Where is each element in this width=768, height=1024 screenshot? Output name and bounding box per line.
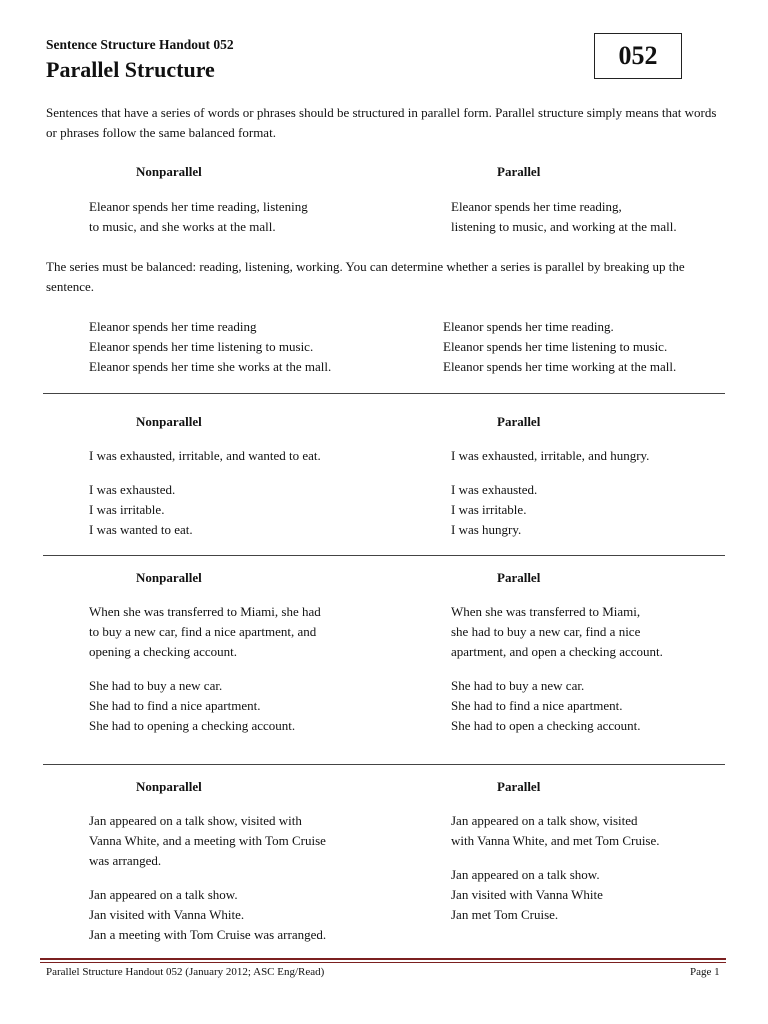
example3-breakdown-parallel: [451, 676, 641, 736]
parallel-heading: Parallel: [497, 779, 541, 794]
sentence-line: apartment, and open a checking account.: [451, 644, 663, 659]
sentence-line: to music, and she works at the mall.: [89, 219, 276, 234]
sentence-line: opening a checking account.: [89, 644, 237, 659]
breakdown1-parallel: [443, 317, 676, 377]
example2-breakdown-parallel: [451, 480, 537, 540]
sentence-line: to buy a new car, find a nice apartment, and: [89, 624, 317, 639]
sentence-line: I was irritable.: [451, 502, 527, 517]
sentence-line: Vanna White, and a meeting with Tom Cruise: [89, 833, 326, 848]
sentence-line: I was wanted to eat.: [89, 522, 193, 537]
sentence-line: Eleanor spends her time reading: [89, 319, 257, 334]
explanation-paragraph: The series must be balanced: reading, listening, working. You can determine whether a series is parallel by breaking up the sentence.: [46, 259, 685, 294]
sentence-line: Eleanor spends her time reading,: [451, 199, 622, 214]
sentence-line: Jan appeared on a talk show.: [89, 887, 238, 902]
parallel-heading: Parallel: [497, 570, 541, 585]
sentence-line: Eleanor spends her time working at the mall.: [443, 359, 677, 374]
sentence-line: She had to open a checking account.: [451, 718, 641, 733]
page-title: Parallel Structure: [46, 57, 215, 82]
sentence-line: I was exhausted, irritable, and hungry.: [451, 448, 650, 463]
sentence-line: Jan visited with Vanna White: [451, 887, 603, 902]
sentence-line: Eleanor spends her time reading, listening: [89, 199, 308, 214]
example2-breakdown-nonparallel: [89, 480, 193, 540]
example4-parallel: [451, 811, 660, 851]
example4-nonparallel: [89, 811, 326, 871]
example4-breakdown-nonparallel: [89, 885, 326, 945]
sentence-line: I was irritable.: [89, 502, 165, 517]
sentence-line: she had to buy a new car, find a nice: [451, 624, 641, 639]
example3-parallel: [451, 602, 663, 662]
sentence-line: with Vanna White, and met Tom Cruise.: [451, 833, 660, 848]
sentence-line: She had to buy a new car.: [89, 678, 223, 693]
sentence-line: Eleanor spends her time listening to music.: [89, 339, 314, 354]
sentence-line: was arranged.: [89, 853, 162, 868]
nonparallel-heading: Nonparallel: [136, 570, 202, 585]
nonparallel-heading: Nonparallel: [136, 414, 202, 429]
intro-paragraph: Sentences that have a series of words or phrases should be structured in parallel form. Parallel structure simply means that words or phrases follow the same balanced format.: [46, 105, 717, 140]
section-divider: [43, 764, 725, 765]
sentence-line: She had to buy a new car.: [451, 678, 585, 693]
sentence-line: When she was transferred to Miami,: [451, 604, 641, 619]
example3-nonparallel: [89, 602, 321, 662]
footer-rule: [40, 958, 726, 960]
sentence-line: Jan appeared on a talk show, visited with: [89, 813, 302, 828]
sentence-line: She had to opening a checking account.: [89, 718, 296, 733]
sentence-line: She had to find a nice apartment.: [89, 698, 261, 713]
sentence-line: listening to music, and working at the mall.: [451, 219, 677, 234]
section-divider: [43, 393, 725, 394]
example1-parallel: [451, 197, 677, 237]
sentence-line: Jan appeared on a talk show, visited: [451, 813, 638, 828]
example4-breakdown-parallel: [451, 865, 603, 925]
footer-rule: [40, 962, 726, 963]
sentence-line: Eleanor spends her time listening to music.: [443, 339, 668, 354]
example3-breakdown-nonparallel: [89, 676, 295, 736]
breakdown1-nonparallel: [89, 317, 331, 377]
example2-parallel: [451, 446, 649, 466]
sentence-line: Jan met Tom Cruise.: [451, 907, 559, 922]
parallel-heading: Parallel: [497, 414, 541, 429]
sentence-line: Jan visited with Vanna White.: [89, 907, 245, 922]
section-divider: [43, 555, 725, 556]
sentence-line: Eleanor spends her time she works at the mall.: [89, 359, 332, 374]
example1-nonparallel: [89, 197, 308, 237]
parallel-heading: Parallel: [497, 164, 541, 179]
nonparallel-heading: Nonparallel: [136, 779, 202, 794]
sentence-line: I was exhausted.: [89, 482, 176, 497]
sentence-line: She had to find a nice apartment.: [451, 698, 623, 713]
sentence-line: I was exhausted, irritable, and wanted to eat.: [89, 448, 321, 463]
sentence-line: Jan a meeting with Tom Cruise was arranged.: [89, 927, 327, 942]
sentence-line: Eleanor spends her time reading.: [443, 319, 614, 334]
nonparallel-heading: Nonparallel: [136, 164, 202, 179]
handout-subtitle: Sentence Structure Handout 052: [46, 37, 234, 52]
handout-number-box: 052: [594, 33, 682, 79]
page-number: Page 1: [690, 966, 720, 978]
sentence-line: When she was transferred to Miami, she had: [89, 604, 321, 619]
footer-source: Parallel Structure Handout 052 (January 2012; ASC Eng/Read): [46, 966, 325, 978]
sentence-line: I was hungry.: [451, 522, 522, 537]
sentence-line: Jan appeared on a talk show.: [451, 867, 600, 882]
example2-nonparallel: [89, 446, 321, 466]
sentence-line: I was exhausted.: [451, 482, 538, 497]
